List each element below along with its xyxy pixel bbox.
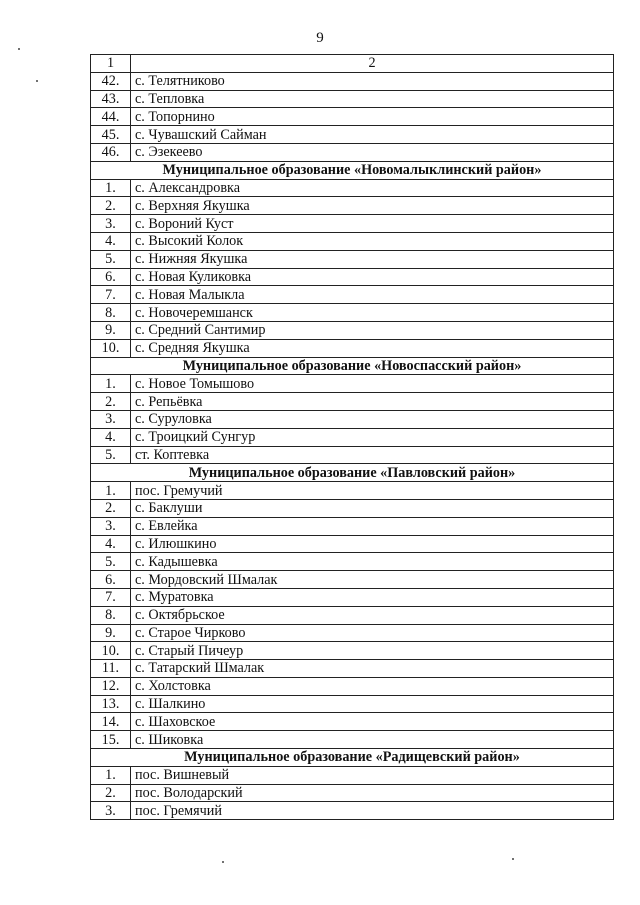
table-row: [91, 660, 614, 678]
table-row: [91, 232, 614, 250]
table-row: [91, 250, 614, 268]
row-number: 1.: [91, 179, 131, 197]
row-number: 13.: [91, 695, 131, 713]
row-number: 5.: [91, 446, 131, 464]
row-number: 7.: [91, 588, 131, 606]
table-row: [91, 179, 614, 197]
table-row: [91, 321, 614, 339]
settlement-name: с. Муратовка: [131, 588, 614, 606]
settlement-name: с. Эзекеево: [131, 143, 614, 161]
scan-speck: [36, 80, 38, 82]
settlement-name: с. Новая Куликовка: [131, 268, 614, 286]
table-row: [91, 108, 614, 126]
table-row: [91, 482, 614, 500]
settlement-name: с. Старое Чирково: [131, 624, 614, 642]
row-number: 9.: [91, 624, 131, 642]
row-number: 4.: [91, 428, 131, 446]
section-title: Муниципальное образование «Новоспасский район»: [91, 357, 614, 375]
table-row: [91, 535, 614, 553]
table-row: [91, 215, 614, 233]
table-row: [91, 375, 614, 393]
settlement-name: с. Кадышевка: [131, 553, 614, 571]
settlement-name: с. Александровка: [131, 179, 614, 197]
settlement-name: с. Вороний Куст: [131, 215, 614, 233]
row-number: 12.: [91, 677, 131, 695]
row-number: 1.: [91, 375, 131, 393]
table-row: [91, 642, 614, 660]
settlement-name: с. Топорнино: [131, 108, 614, 126]
table-row: [91, 410, 614, 428]
settlement-name: пос. Гремучий: [131, 482, 614, 500]
row-number: 5.: [91, 250, 131, 268]
row-number: 3.: [91, 410, 131, 428]
row-number: 10.: [91, 339, 131, 357]
settlement-name: с. Новочеремшанск: [131, 304, 614, 322]
settlement-name: с. Новое Томышово: [131, 375, 614, 393]
table-header-row: [91, 55, 614, 73]
section-header-row: [91, 464, 614, 482]
row-number: 3.: [91, 802, 131, 820]
table-row: [91, 393, 614, 411]
row-number: 45.: [91, 126, 131, 144]
section-title: Муниципальное образование «Радищевский район»: [91, 749, 614, 767]
table-row: [91, 571, 614, 589]
settlement-name: с. Телятниково: [131, 72, 614, 90]
row-number: 15.: [91, 731, 131, 749]
row-number: 42.: [91, 72, 131, 90]
settlement-name: ст. Коптевка: [131, 446, 614, 464]
settlement-name: с. Средний Сантимир: [131, 321, 614, 339]
settlement-name: с. Суруловка: [131, 410, 614, 428]
scan-speck: [222, 861, 224, 863]
table-row: [91, 731, 614, 749]
row-number: 2.: [91, 197, 131, 215]
row-number: 2.: [91, 784, 131, 802]
row-number: 43.: [91, 90, 131, 108]
settlement-name: с. Тепловка: [131, 90, 614, 108]
row-number: 1.: [91, 766, 131, 784]
settlement-name: с. Татарский Шмалак: [131, 660, 614, 678]
table-row: [91, 446, 614, 464]
section-header-row: [91, 749, 614, 767]
table-row: [91, 802, 614, 820]
row-number: 5.: [91, 553, 131, 571]
section-header-row: [91, 357, 614, 375]
settlement-name: с. Октябрьское: [131, 606, 614, 624]
table-row: [91, 677, 614, 695]
header-col-1: 1: [91, 55, 131, 73]
row-number: 6.: [91, 571, 131, 589]
table-body: [91, 55, 614, 820]
page-number: 9: [316, 30, 324, 46]
settlement-name: с. Верхняя Якушка: [131, 197, 614, 215]
table-row: [91, 197, 614, 215]
section-title: Муниципальное образование «Павловский район»: [91, 464, 614, 482]
row-number: 11.: [91, 660, 131, 678]
table-row: [91, 695, 614, 713]
section-header-row: [91, 161, 614, 179]
table-row: [91, 624, 614, 642]
settlement-name: с. Евлейка: [131, 517, 614, 535]
settlement-name: с. Троицкий Сунгур: [131, 428, 614, 446]
settlement-name: с. Шалкино: [131, 695, 614, 713]
row-number: 4.: [91, 232, 131, 250]
table-row: [91, 606, 614, 624]
row-number: 14.: [91, 713, 131, 731]
table-row: [91, 143, 614, 161]
table-row: [91, 72, 614, 90]
table-row: [91, 553, 614, 571]
settlement-name: с. Средняя Якушка: [131, 339, 614, 357]
settlement-name: с. Высокий Колок: [131, 232, 614, 250]
row-number: 3.: [91, 215, 131, 233]
settlement-name: с. Шиковка: [131, 731, 614, 749]
settlements-table: [90, 54, 614, 820]
settlement-name: пос. Гремячий: [131, 802, 614, 820]
row-number: 6.: [91, 268, 131, 286]
row-number: 2.: [91, 499, 131, 517]
settlement-name: с. Баклуши: [131, 499, 614, 517]
row-number: 10.: [91, 642, 131, 660]
table-row: [91, 339, 614, 357]
settlement-name: с. Холстовка: [131, 677, 614, 695]
table-row: [91, 499, 614, 517]
settlement-name: с. Старый Пичеур: [131, 642, 614, 660]
scan-speck: [512, 858, 514, 860]
settlement-name: с. Новая Малыкла: [131, 286, 614, 304]
table-row: [91, 588, 614, 606]
row-number: 9.: [91, 321, 131, 339]
row-number: 1.: [91, 482, 131, 500]
row-number: 8.: [91, 606, 131, 624]
row-number: 44.: [91, 108, 131, 126]
table-row: [91, 428, 614, 446]
row-number: 4.: [91, 535, 131, 553]
settlement-name: с. Чувашский Сайман: [131, 126, 614, 144]
table-row: [91, 713, 614, 731]
table-row: [91, 90, 614, 108]
row-number: 46.: [91, 143, 131, 161]
row-number: 3.: [91, 517, 131, 535]
table-row: [91, 286, 614, 304]
row-number: 8.: [91, 304, 131, 322]
scan-speck: [18, 48, 20, 50]
section-title: Муниципальное образование «Новомалыклинский район»: [91, 161, 614, 179]
header-col-2: 2: [131, 55, 614, 73]
table-row: [91, 268, 614, 286]
table-row: [91, 126, 614, 144]
settlement-name: пос. Володарский: [131, 784, 614, 802]
table-row: [91, 766, 614, 784]
settlement-name: с. Репьёвка: [131, 393, 614, 411]
settlement-name: с. Мордовский Шмалак: [131, 571, 614, 589]
row-number: 2.: [91, 393, 131, 411]
settlement-name: пос. Вишневый: [131, 766, 614, 784]
table-row: [91, 304, 614, 322]
row-number: 7.: [91, 286, 131, 304]
settlement-name: с. Нижняя Якушка: [131, 250, 614, 268]
settlement-name: с. Илюшкино: [131, 535, 614, 553]
table-row: [91, 784, 614, 802]
settlement-name: с. Шаховское: [131, 713, 614, 731]
table-row: [91, 517, 614, 535]
